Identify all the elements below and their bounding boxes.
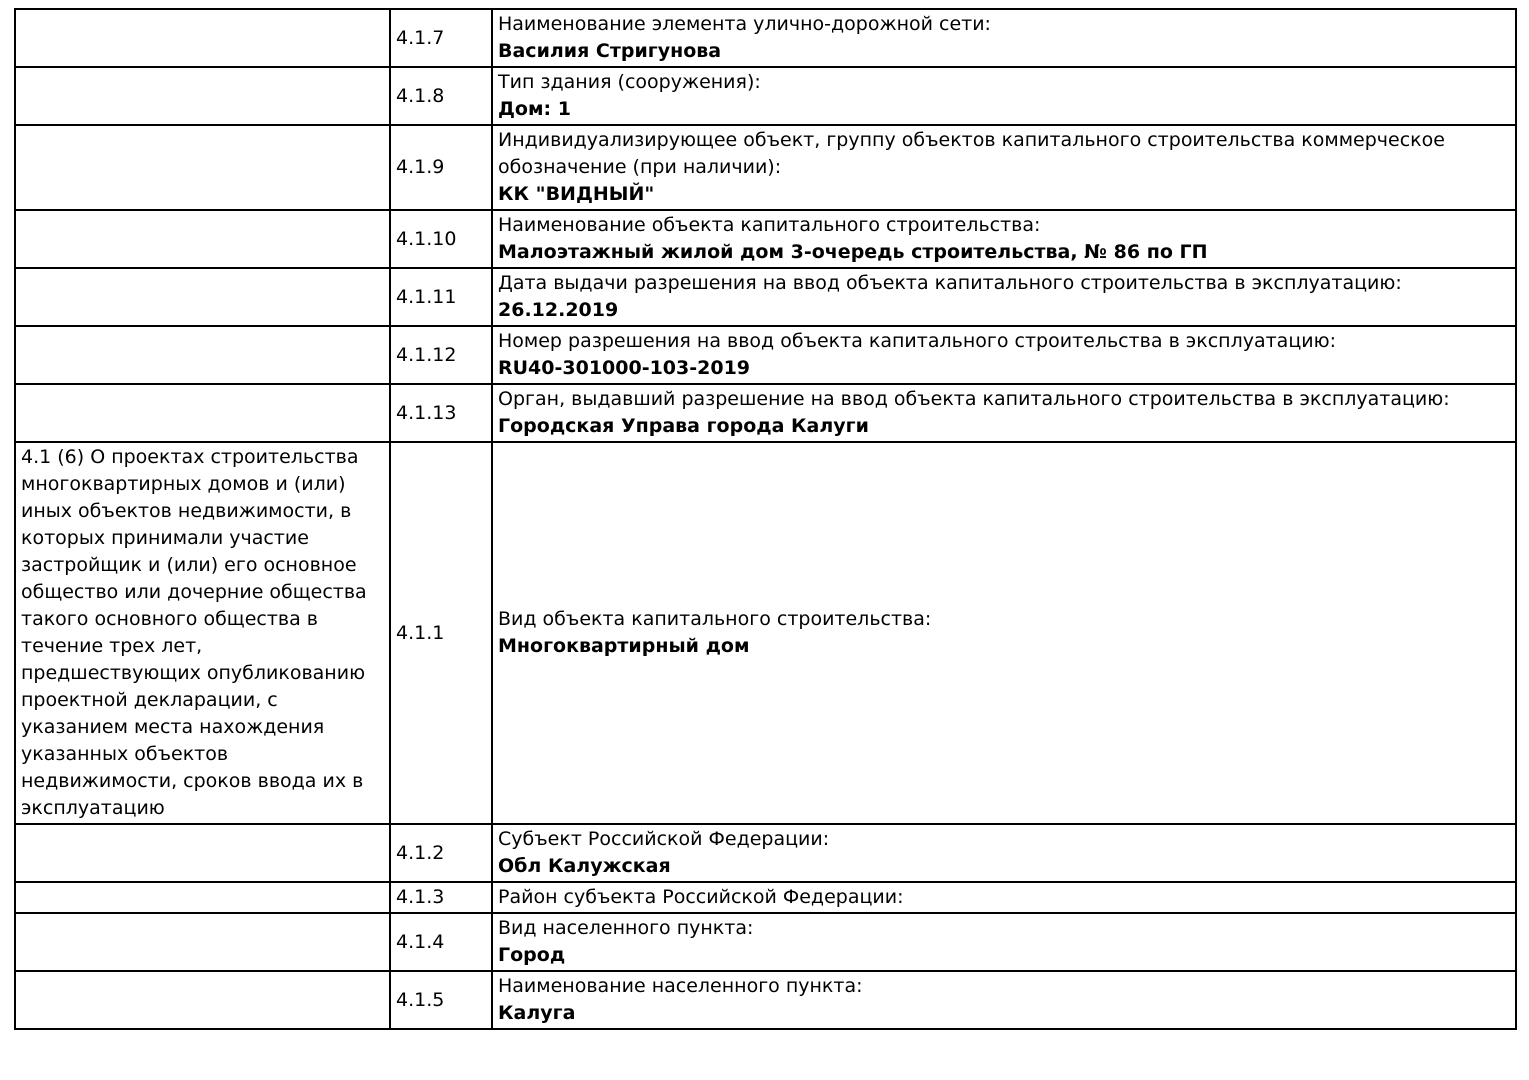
section-description-cell (15, 913, 390, 971)
table-row (15, 9, 1516, 67)
field-value: 26.12.2019 (498, 299, 619, 321)
field-value: Обл Калужская (498, 855, 671, 877)
field-value: Калуга (498, 1002, 576, 1024)
field-cell (492, 913, 1516, 971)
field-label: Вид населенного пункта: (498, 917, 754, 939)
field-label: Дата выдачи разрешения на ввод объекта капитального строительства в эксплуатацию: (498, 272, 1402, 294)
section-description-cell (15, 442, 390, 824)
table-row (15, 824, 1516, 882)
section-description-cell (15, 210, 390, 268)
field-value: Малоэтажный жилой дом 3-очередь строительства, № 86 по ГП (498, 241, 1208, 263)
field-label: Наименование населенного пункта: (498, 975, 863, 997)
section-description-cell (15, 125, 390, 210)
declaration-table (14, 8, 1517, 1030)
field-label: Наименование объекта капитального строительства: (498, 214, 1041, 236)
row-code: 4.1.2 (390, 824, 492, 882)
field-value: Городская Управа города Калуги (498, 415, 869, 437)
field-value: КК "ВИДНЫЙ" (498, 183, 655, 205)
row-code: 4.1.13 (390, 384, 492, 442)
field-cell (492, 268, 1516, 326)
table-row (15, 326, 1516, 384)
field-cell (492, 384, 1516, 442)
table-row (15, 442, 1516, 824)
row-code: 4.1.7 (390, 9, 492, 67)
field-value: Город (498, 944, 566, 966)
field-cell (492, 971, 1516, 1029)
field-cell (492, 882, 1516, 913)
table-row (15, 210, 1516, 268)
row-code: 4.1.12 (390, 326, 492, 384)
field-cell (492, 9, 1516, 67)
field-cell (492, 125, 1516, 210)
row-code: 4.1.9 (390, 125, 492, 210)
field-value: Дом: 1 (498, 98, 571, 120)
field-cell (492, 67, 1516, 125)
section-description: 4.1 (6) О проектах строительства многоквартирных домов и (или) иных объектов недвижимости, в которых принимали участие застройщик и (или) его основное общество или дочерние общества такого основного общества в течение трех лет, предшествующих опубликованию проектной декларации, с указанием места нахождения указанных объектов недвижимости, сроков ввода их в эксплуатацию (21, 446, 367, 819)
field-label: Индивидуализирующее объект, группу объектов капитального строительства коммерческое обозначение (при наличии): (498, 129, 1445, 178)
field-label: Номер разрешения на ввод объекта капитального строительства в эксплуатацию: (498, 330, 1336, 352)
table-row (15, 268, 1516, 326)
table-row (15, 913, 1516, 971)
table-row (15, 67, 1516, 125)
table-row (15, 125, 1516, 210)
section-description-cell (15, 824, 390, 882)
section-description-cell (15, 971, 390, 1029)
field-cell (492, 210, 1516, 268)
row-code: 4.1.11 (390, 268, 492, 326)
field-value: Многоквартирный дом (498, 635, 750, 657)
section-description-cell (15, 67, 390, 125)
field-label: Субъект Российской Федерации: (498, 828, 830, 850)
section-description-cell (15, 9, 390, 67)
row-code: 4.1.10 (390, 210, 492, 268)
field-value: RU40-301000-103-2019 (498, 357, 751, 379)
table-row (15, 384, 1516, 442)
field-label: Вид объекта капитального строительства: (498, 608, 932, 630)
row-code: 4.1.8 (390, 67, 492, 125)
field-value: Василия Стригунова (498, 40, 722, 62)
field-label: Тип здания (сооружения): (498, 71, 761, 93)
row-code: 4.1.4 (390, 913, 492, 971)
field-cell (492, 824, 1516, 882)
row-code: 4.1.5 (390, 971, 492, 1029)
section-description-cell (15, 326, 390, 384)
table-row (15, 971, 1516, 1029)
field-label: Район субъекта Российской Федерации: (498, 886, 904, 908)
row-code: 4.1.1 (390, 442, 492, 824)
section-description-cell (15, 882, 390, 913)
section-description-cell (15, 384, 390, 442)
table-row (15, 882, 1516, 913)
field-cell (492, 326, 1516, 384)
field-cell (492, 442, 1516, 824)
field-label: Орган, выдавший разрешение на ввод объекта капитального строительства в эксплуатацию: (498, 388, 1450, 410)
field-label: Наименование элемента улично-дорожной сети: (498, 13, 991, 35)
row-code: 4.1.3 (390, 882, 492, 913)
section-description-cell (15, 268, 390, 326)
